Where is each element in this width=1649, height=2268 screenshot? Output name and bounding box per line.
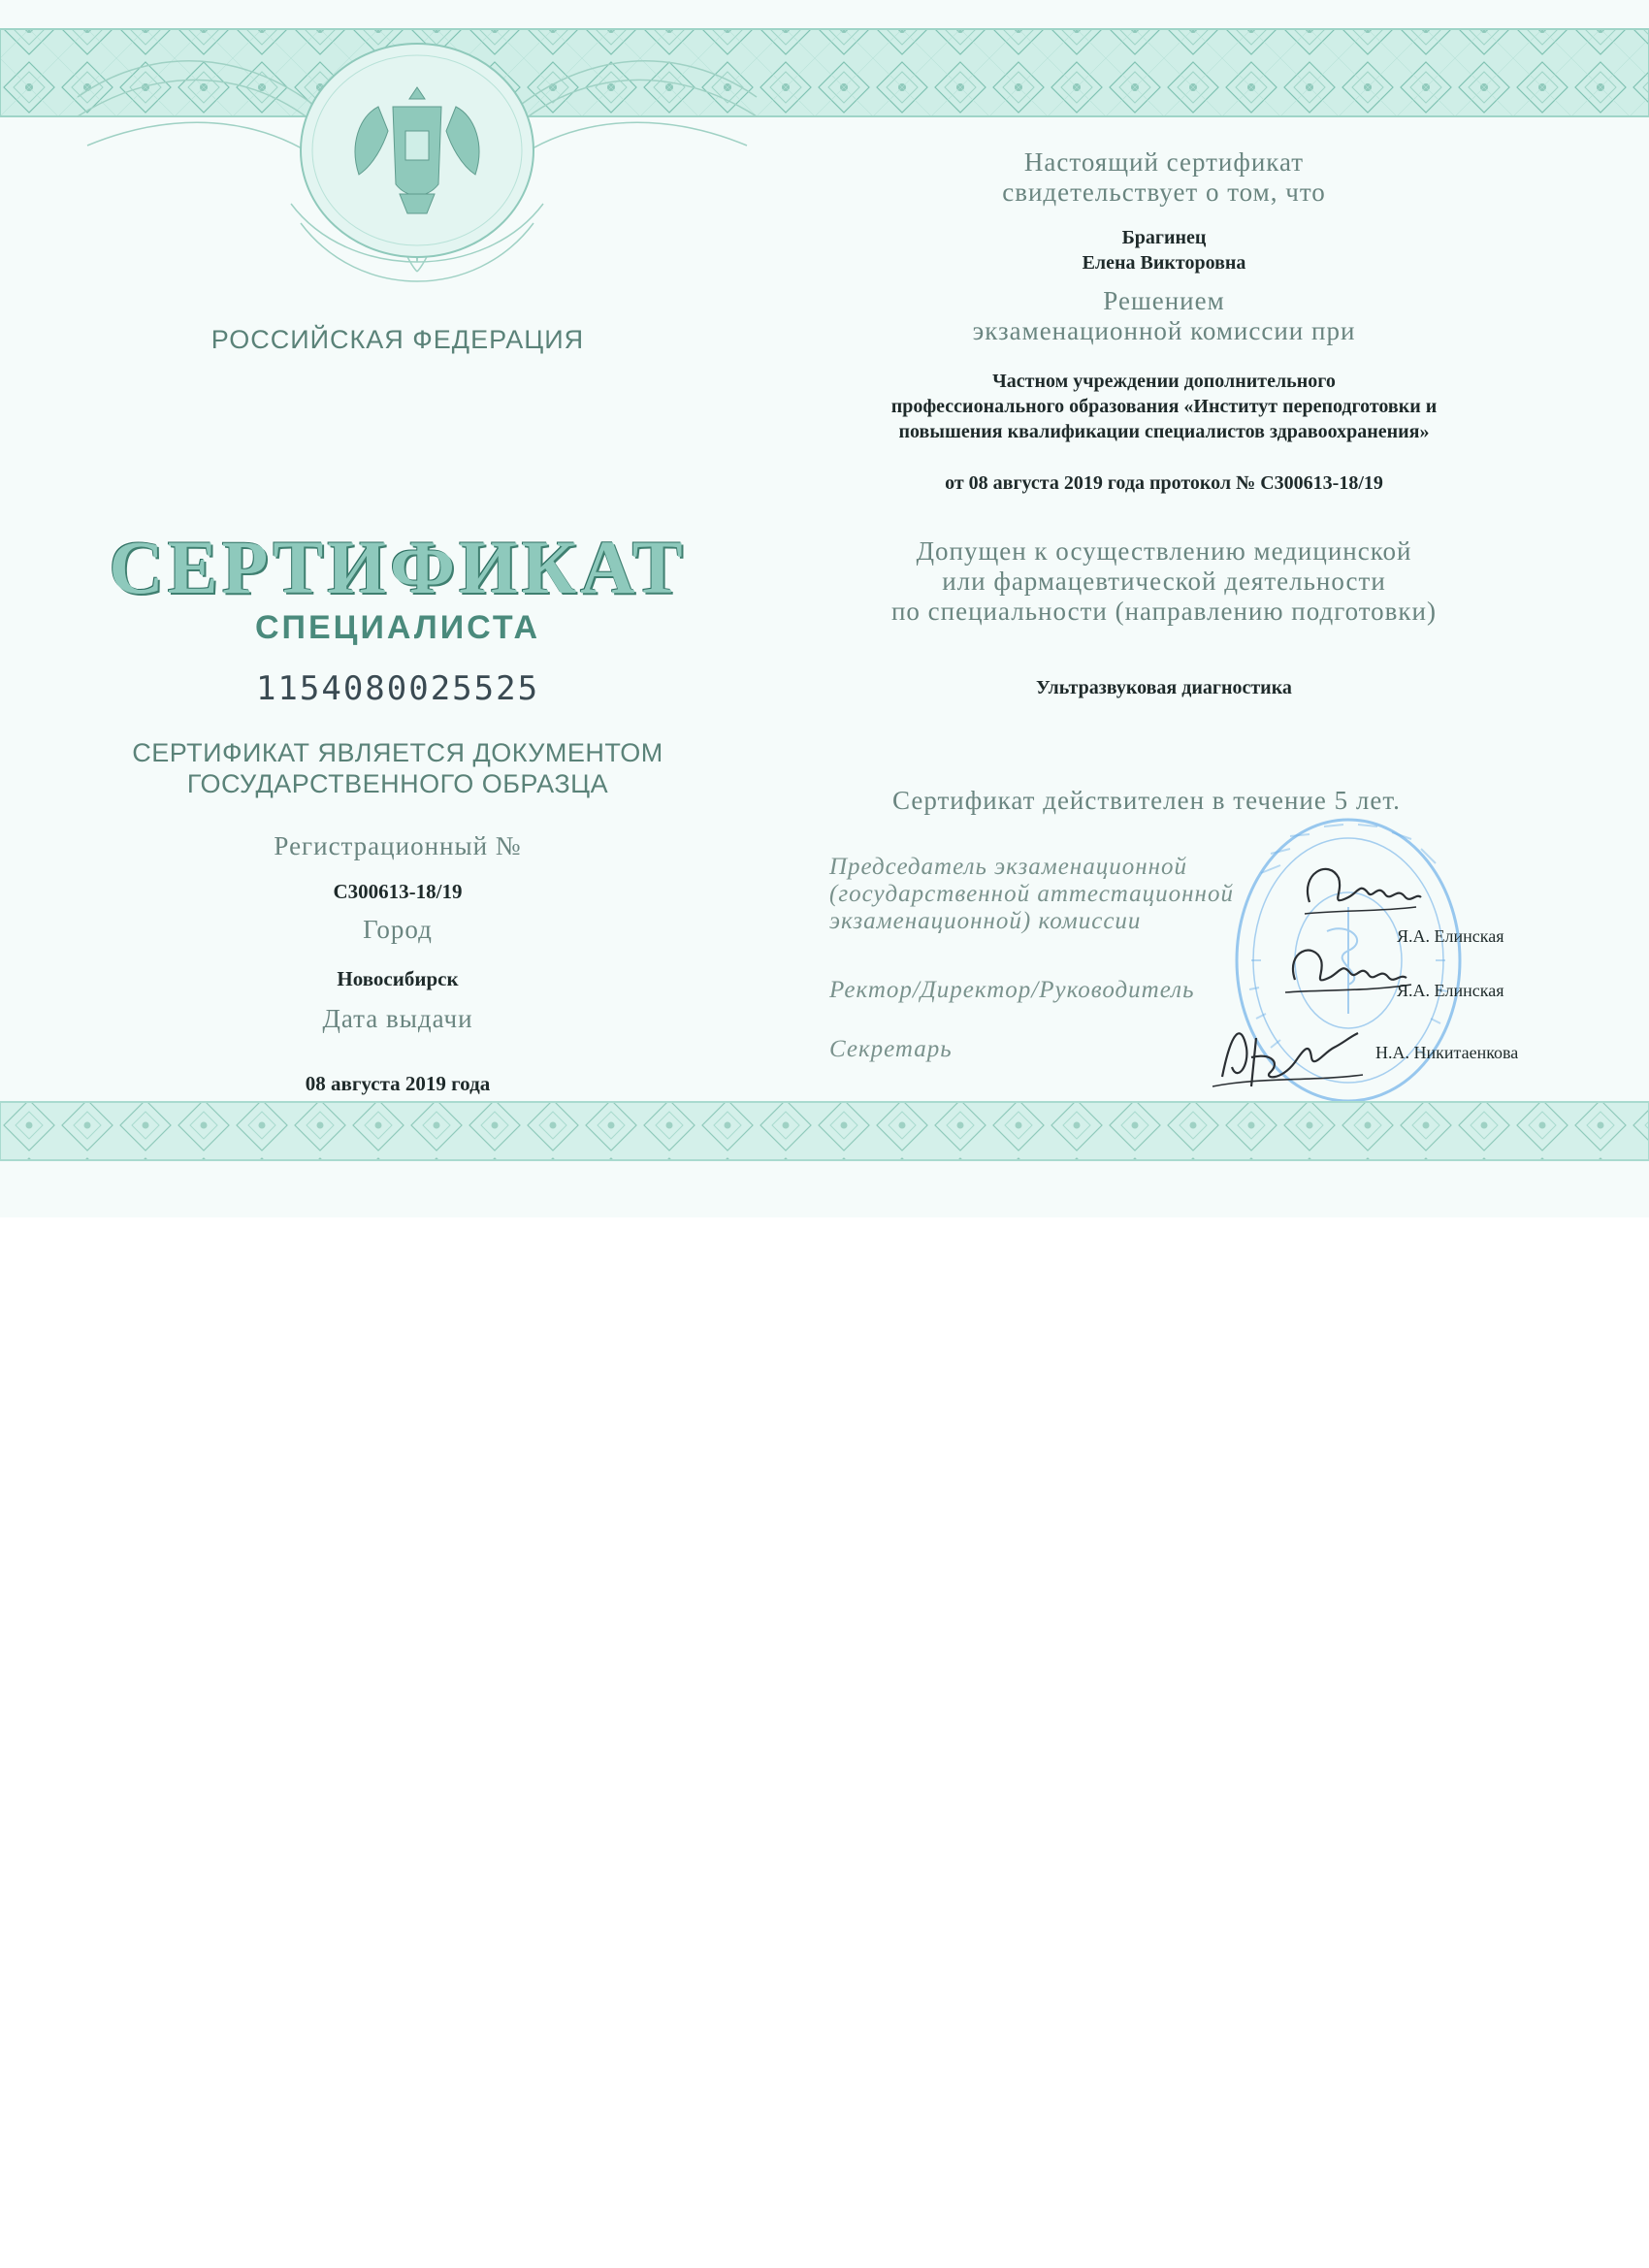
validity-prefix: Сертификат действителен в течение [892, 786, 1327, 815]
holder-name [873, 225, 1455, 275]
rector-label: Ректор/Директор/Руководитель [829, 977, 1195, 1003]
admit-line2: или фармацевтической деятельности [942, 567, 1386, 596]
state-document-note-line2: ГОСУДАРСТВЕННОГО ОБРАЗЦА [186, 769, 609, 798]
org-line1: Частном учреждении дополнительного [992, 371, 1336, 392]
decision-line1: Решением [1103, 286, 1225, 315]
validity-years: 5 [1334, 786, 1349, 815]
guilloche-bottom-border [0, 1096, 1649, 1166]
city-value: Новосибирск [337, 967, 459, 990]
issue-date-label: Дата выдачи [322, 1004, 473, 1033]
registration-number-label: Регистрационный № [274, 831, 522, 860]
coat-of-arms-emblem [58, 39, 776, 340]
decision-text [834, 286, 1494, 346]
chair-label-line3: экзаменационной) комиссии [829, 908, 1142, 934]
secretary-label: Секретарь [829, 1036, 953, 1062]
rector-signature [1271, 936, 1416, 1009]
admit-line1: Допущен к осуществлению медицинской [916, 536, 1412, 566]
validity-statement [892, 786, 1533, 816]
intro-line1: Настоящий сертификат [1023, 147, 1305, 177]
intro-line2: свидетельствует о том, что [1002, 178, 1326, 207]
rector-name: Я.А. Елинская [1397, 981, 1504, 1000]
protocol-reference: от 08 августа 2019 года протокол № С300613-18/19 [945, 472, 1383, 494]
country-name: РОССИЙСКАЯ ФЕДЕРАЦИЯ [210, 325, 585, 354]
holder-given-names: Елена Викторовна [1082, 252, 1246, 274]
state-document-note-line1: СЕРТИФИКАТ ЯВЛЯЕТСЯ ДОКУМЕНТОМ [132, 738, 663, 767]
chair-label-line2: (государственной аттестационной [829, 881, 1234, 907]
chair-label [829, 854, 1234, 935]
specialty-value: Ультразвуковая диагностика [1036, 677, 1292, 698]
secretary-name: Н.А. Никитаенкова [1375, 1043, 1519, 1062]
chair-signature [1290, 854, 1426, 931]
issue-date-value: 08 августа 2019 года [305, 1072, 491, 1095]
admit-line3: по специальности (направлению подготовки) [890, 597, 1437, 626]
decision-line2: экзаменационной комиссии при [972, 316, 1356, 345]
validity-suffix: лет. [1355, 786, 1401, 815]
city-label: Город [363, 915, 433, 944]
certificate-number: 1154080025525 [255, 669, 540, 708]
org-line2: профессионального образования «Институт переподготовки и [890, 396, 1438, 417]
secretary-signature [1203, 1009, 1368, 1096]
holder-surname: Брагинец [1121, 227, 1207, 248]
certificate-subtitle: СПЕЦИАЛИСТА [254, 609, 541, 646]
registration-number-value: С300613-18/19 [333, 880, 463, 903]
certificate-intro [873, 147, 1455, 208]
chair-name: Я.А. Елинская [1397, 926, 1504, 946]
issuing-organization [834, 369, 1494, 444]
certificate-title: СЕРТИФИКАТ [109, 525, 687, 609]
admission-text [834, 536, 1494, 627]
chair-label-line1: Председатель экзаменационной [829, 854, 1188, 880]
org-line3: повышения квалификации специалистов здравоохранения» [898, 421, 1430, 442]
state-document-note [58, 737, 737, 799]
